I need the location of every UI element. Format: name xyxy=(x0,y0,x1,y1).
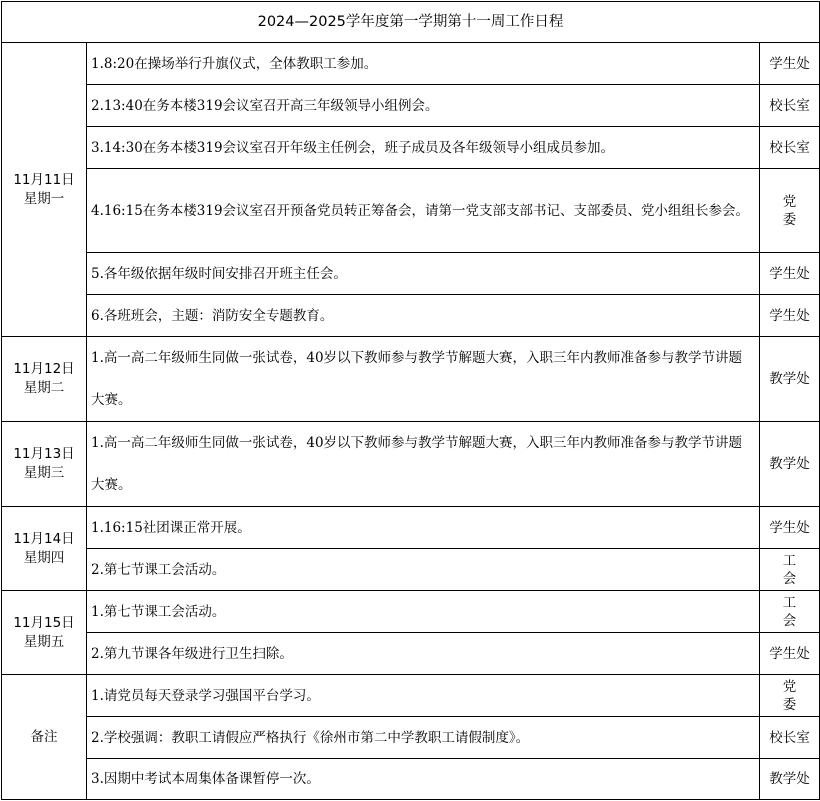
department-cell: 教学处 xyxy=(760,759,820,800)
table-row xyxy=(2,507,820,549)
day-weekday: 星期二 xyxy=(23,380,65,396)
day-date: 11月14日 xyxy=(13,530,75,547)
day-weekday: 星期三 xyxy=(23,465,65,481)
day-weekday: 星期四 xyxy=(23,549,65,566)
notes-label-cell: 备注 xyxy=(2,675,87,800)
department-cell: 校长室 xyxy=(760,127,820,169)
schedule-item: 3.14:30在务本楼319会议室召开年级主任例会，班子成员及各年级领导小组成员参加。 xyxy=(87,127,760,169)
schedule-item: 2.第七节课工会活动。 xyxy=(87,549,760,591)
table-row xyxy=(2,85,820,127)
day-cell-thursday xyxy=(2,507,87,591)
department-cell: 校长室 xyxy=(760,717,820,759)
day-cell-tuesday xyxy=(2,337,87,422)
note-item: 2.学校强调：教职工请假应严格执行《徐州市第二中学教职工请假制度》。 xyxy=(87,717,760,759)
department-cell: 学生处 xyxy=(760,253,820,295)
department-cell: 学生处 xyxy=(760,633,820,675)
table-row xyxy=(2,549,820,591)
table-row xyxy=(2,337,820,422)
schedule-item: 6.各班班会，主题：消防安全专题教育。 xyxy=(87,295,760,337)
schedule-title: 2024—2025学年度第一学期第十一周工作日程 xyxy=(2,2,820,43)
day-cell-monday xyxy=(2,43,87,337)
table-row xyxy=(2,127,820,169)
schedule-item: 2.13:40在务本楼319会议室召开高三年级领导小组例会。 xyxy=(87,85,760,127)
schedule-item: 5.各年级依据年级时间安排召开班主任会。 xyxy=(87,253,760,295)
department-cell: 学生处 xyxy=(760,507,820,549)
day-date: 11月11日 xyxy=(13,171,75,188)
table-row xyxy=(2,675,820,717)
schedule-item: 1.8:20在操场举行升旗仪式，全体教职工参加。 xyxy=(87,43,760,85)
table-row xyxy=(2,43,820,85)
schedule-item: 1.高一高二年级师生同做一张试卷，40岁以下教师参与教学节解题大赛，入职三年内教师准备参与教学节讲题大赛。 xyxy=(87,422,760,507)
schedule-item: 1.16:15社团课正常开展。 xyxy=(87,507,760,549)
department-cell: 校长室 xyxy=(760,85,820,127)
department-cell: 党委 xyxy=(760,169,820,253)
table-row xyxy=(2,591,820,633)
day-cell-wednesday xyxy=(2,422,87,507)
schedule-item: 1.高一高二年级师生同做一张试卷，40岁以下教师参与教学节解题大赛，入职三年内教师准备参与教学节讲题大赛。 xyxy=(87,337,760,422)
table-row xyxy=(2,633,820,675)
department-cell: 教学处 xyxy=(760,337,820,422)
table-row xyxy=(2,253,820,295)
table-row xyxy=(2,717,820,759)
day-date: 11月15日 xyxy=(13,614,75,631)
table-row xyxy=(2,759,820,800)
department-cell: 学生处 xyxy=(760,43,820,85)
day-weekday: 星期一 xyxy=(23,190,65,207)
department-cell: 学生处 xyxy=(760,295,820,337)
department-cell: 工会 xyxy=(760,591,820,633)
day-date: 11月13日 xyxy=(13,446,75,462)
day-date: 11月12日 xyxy=(13,361,75,377)
day-cell-friday xyxy=(2,591,87,675)
table-row xyxy=(2,295,820,337)
department-cell: 党委 xyxy=(760,675,820,717)
department-cell: 工会 xyxy=(760,549,820,591)
note-item: 1.请党员每天登录学习强国平台学习。 xyxy=(87,675,760,717)
table-row xyxy=(2,169,820,253)
table-row xyxy=(2,422,820,507)
weekly-schedule-table xyxy=(1,1,820,800)
schedule-item: 4.16:15在务本楼319会议室召开预备党员转正筹备会，请第一党支部支部书记、支部委员、党小组组长参会。 xyxy=(87,169,760,253)
day-weekday: 星期五 xyxy=(23,633,65,650)
schedule-item: 2.第九节课各年级进行卫生扫除。 xyxy=(87,633,760,675)
note-item: 3.因期中考试本周集体备课暂停一次。 xyxy=(87,759,760,800)
schedule-item: 1.第七节课工会活动。 xyxy=(87,591,760,633)
department-cell: 教学处 xyxy=(760,422,820,507)
